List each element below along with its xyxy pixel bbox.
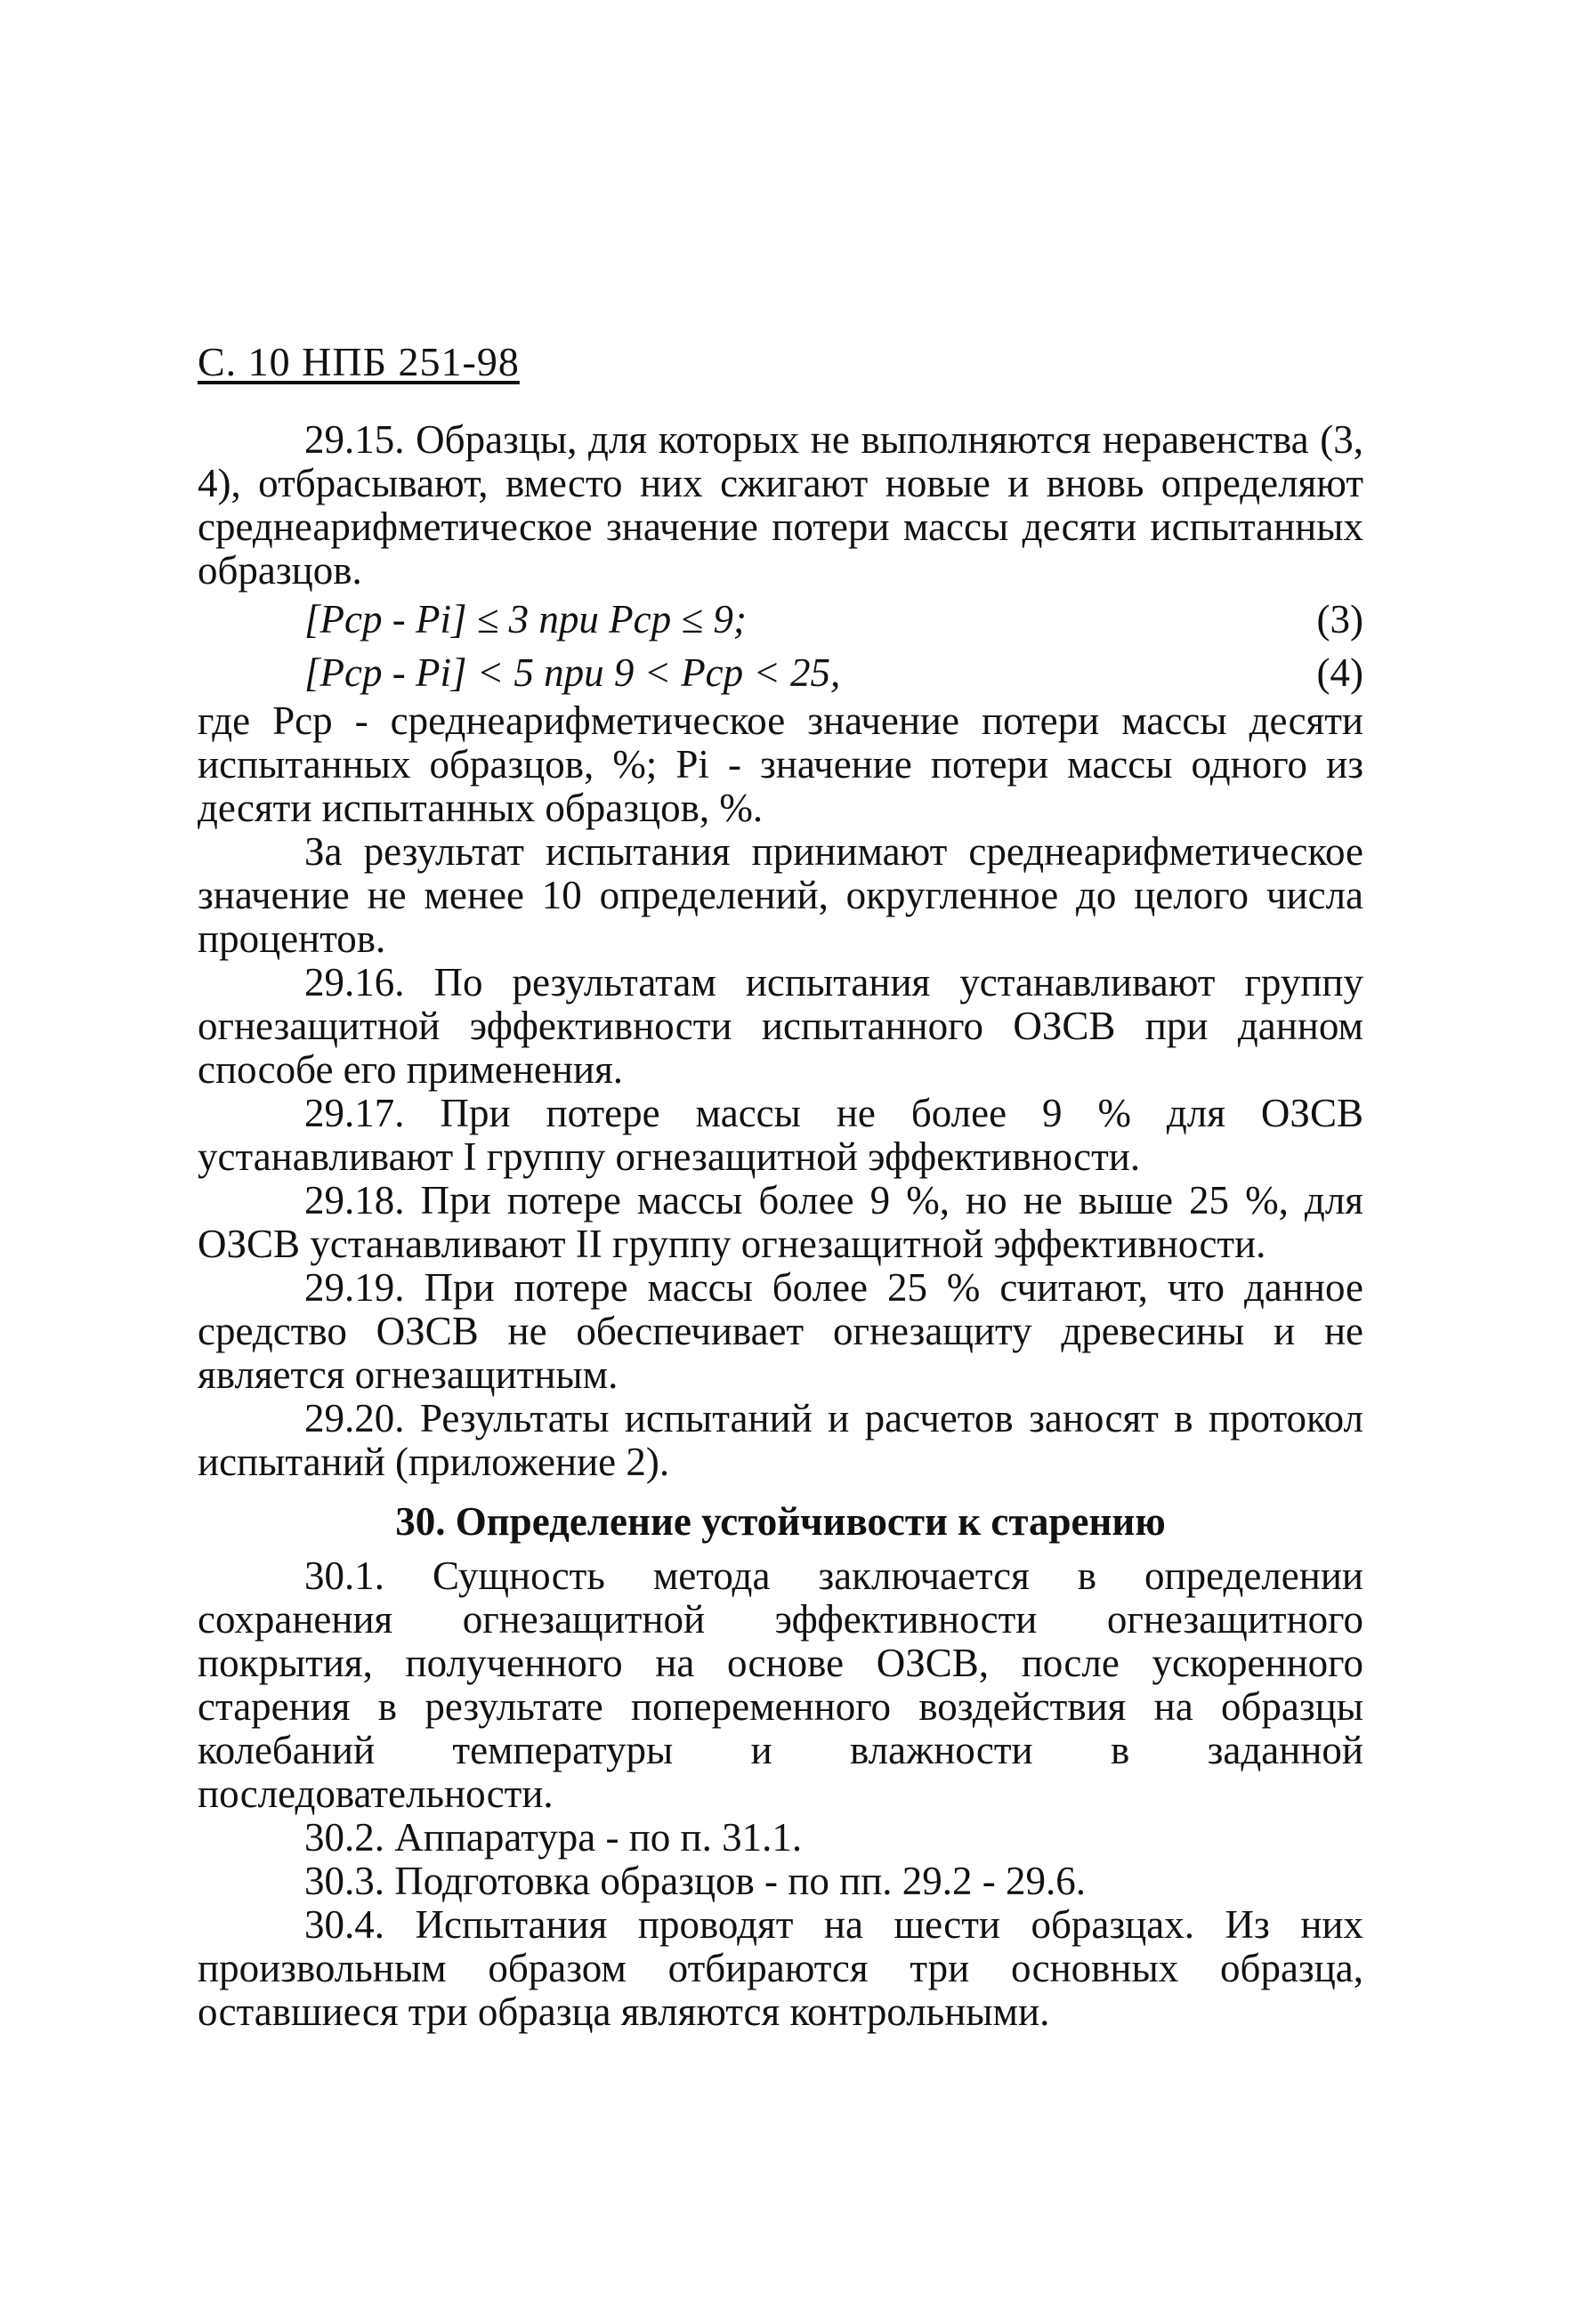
formula-3	[198, 593, 1363, 646]
page-header: С. 10 НПБ 251-98	[198, 339, 520, 384]
paragraph-30-3: 30.3. Подготовка образцов - по пп. 29.2 - 29.6.	[304, 1859, 1087, 1903]
paragraph-30-4: 30.4. Испытания проводят на шести образцах. Из них произвольным образом отбираются три основных образца, оставшиеся три образца являются контрольными.	[198, 1902, 1363, 2034]
paragraph-29-17: 29.17. При потере массы не более 9 % для ОЗСВ устанавливают I группу огнезащитной эффективности.	[198, 1091, 1363, 1179]
page-content	[198, 418, 1363, 2034]
formula-number: (3)	[1316, 597, 1363, 642]
paragraph-29-16: 29.16. По результатам испытания устанавливают группу огнезащитной эффективности испытанного ОЗСВ при данном способе его применения.	[198, 960, 1363, 1092]
paragraph-result: За результат испытания принимают среднеарифметическое значение не менее 10 определений, округленное до целого числа процентов.	[198, 829, 1363, 961]
formula-expression: [Pср - Pi] < 5 при 9 < Pср < 25,	[304, 650, 841, 695]
paragraph-29-20: 29.20. Результаты испытаний и расчетов заносят в протокол испытаний (приложение 2).	[198, 1396, 1363, 1484]
formula-number: (4)	[1316, 650, 1363, 695]
paragraph-29-18: 29.18. При потере массы более 9 %, но не выше 25 %, для ОЗСВ устанавливают II группу огнезащитной эффективности.	[198, 1178, 1363, 1266]
paragraph-29-15: 29.15. Образцы, для которых не выполняются неравенства (3, 4), отбрасывают, вместо них сжигают новые и вновь определяют среднеарифметическое значение потери массы десяти испытанных образцов.	[198, 417, 1363, 593]
paragraph-formula-legend: где Pср - среднеарифметическое значение потери массы десяти испытанных образцов, %; Pi - значение потери массы одного из десяти испытанных образцов, %.	[198, 698, 1363, 830]
formula-expression: [Pср - Pi] ≤ 3 при Pср ≤ 9;	[304, 597, 747, 642]
paragraph-29-19: 29.19. При потере массы более 25 % считают, что данное средство ОЗСВ не обеспечивает огнезащиту древесины и не является огнезащитным.	[198, 1265, 1363, 1397]
section-title: 30. Определение устойчивости к старению	[395, 1499, 1166, 1544]
paragraph-30-1: 30.1. Сущность метода заключается в определении сохранения огнезащитной эффективности огнезащитного покрытия, полученного на основе ОЗСВ, после ускоренного старения в результате попеременного воздействия на образцы колебаний температуры и влажности в заданной последовательности.	[198, 1553, 1363, 1816]
paragraph-30-2: 30.2. Аппаратура - по п. 31.1.	[304, 1815, 803, 1860]
formula-4	[198, 646, 1363, 699]
